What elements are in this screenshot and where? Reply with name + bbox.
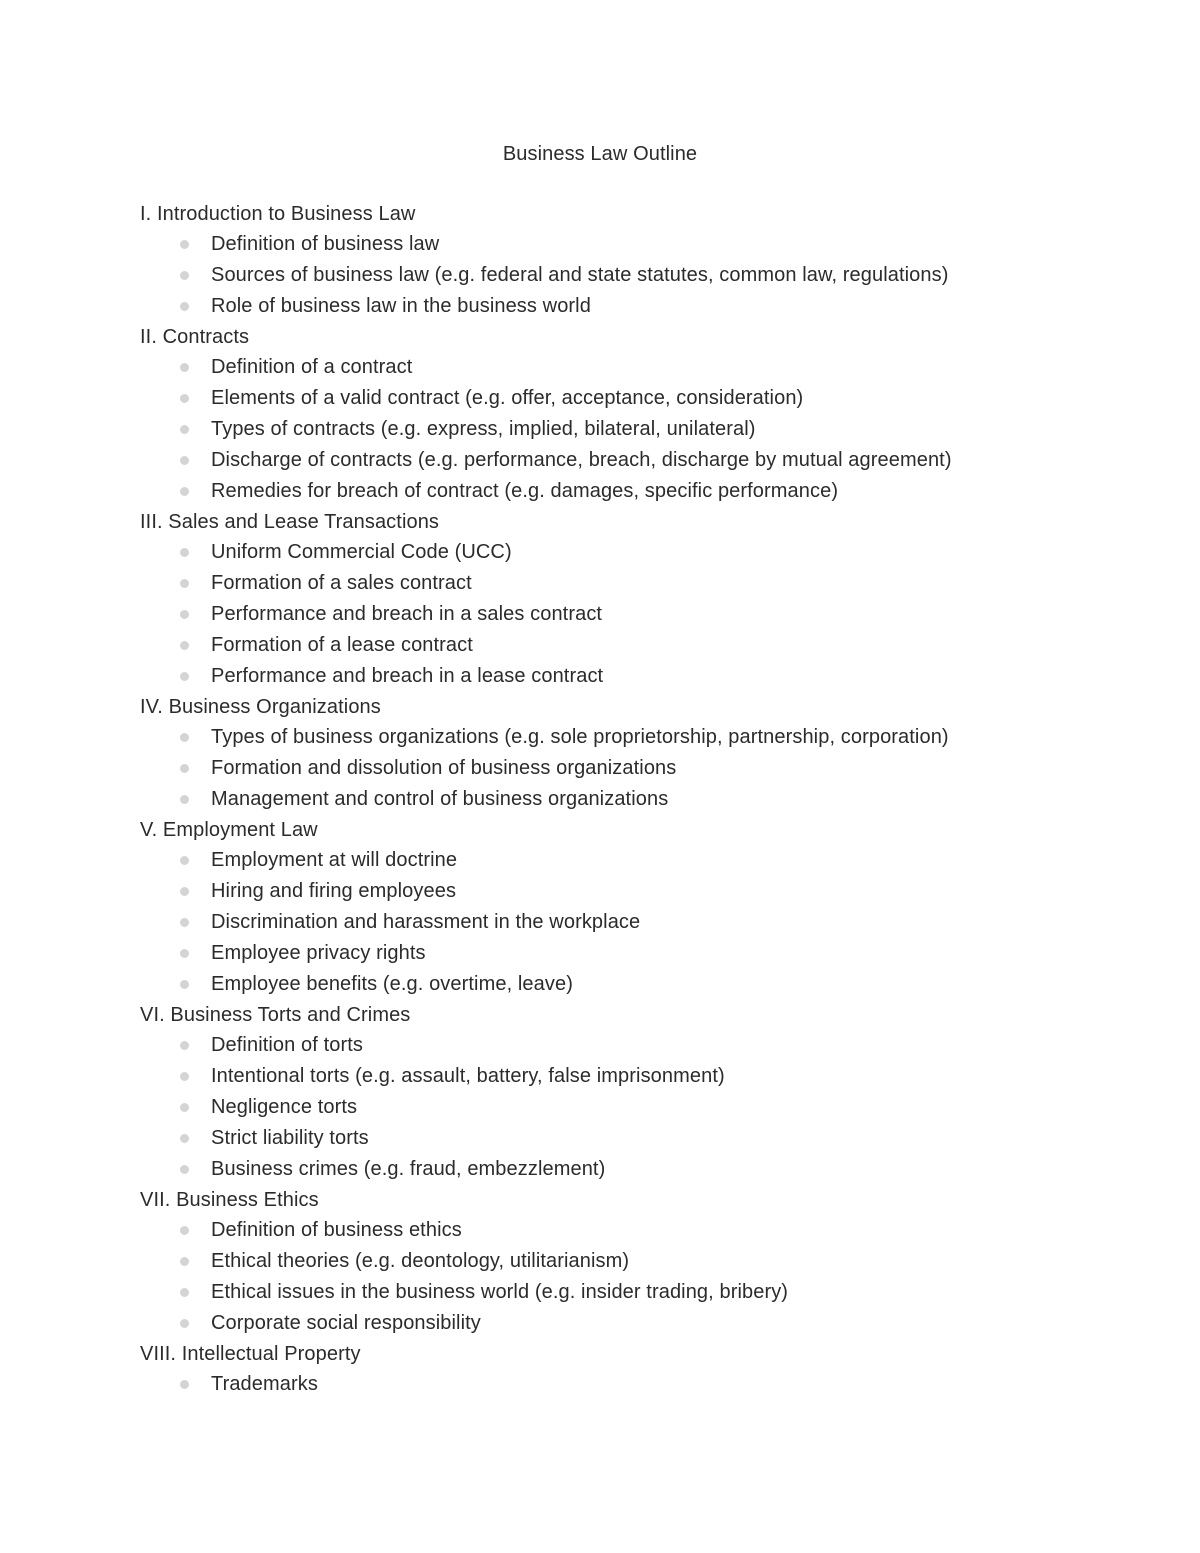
bullet-dot-icon — [180, 1288, 189, 1297]
bullet-dot-icon — [180, 240, 189, 249]
list-item-text: Management and control of business organizations — [211, 788, 669, 810]
outline-section — [140, 199, 1140, 322]
document-title: Business Law Outline — [502, 143, 698, 165]
list-item-text: Intentional torts (e.g. assault, battery, false imprisonment) — [211, 1065, 725, 1087]
list-item — [140, 291, 1140, 322]
list-item-text: Employee benefits (e.g. overtime, leave) — [211, 973, 573, 995]
section-item-list — [140, 537, 1140, 692]
list-item-text: Definition of a contract — [211, 356, 413, 378]
bullet-dot-icon — [180, 579, 189, 588]
list-item — [140, 1154, 1140, 1185]
list-item-text: Uniform Commercial Code (UCC) — [211, 541, 512, 563]
list-item — [140, 1246, 1140, 1277]
list-item-text: Employee privacy rights — [211, 942, 426, 964]
list-item — [140, 476, 1140, 507]
list-item-text: Hiring and firing employees — [211, 880, 457, 902]
bullet-dot-icon — [180, 363, 189, 372]
bullet-dot-icon — [180, 271, 189, 280]
bullet-dot-icon — [180, 425, 189, 434]
list-item — [140, 1061, 1140, 1092]
bullet-dot-icon — [180, 764, 189, 773]
outline-section — [140, 692, 1140, 815]
section-heading: V. Employment Law — [140, 819, 318, 841]
bullet-dot-icon — [180, 1257, 189, 1266]
bullet-dot-icon — [180, 610, 189, 619]
list-item-text: Trademarks — [211, 1373, 318, 1395]
list-item — [140, 383, 1140, 414]
bullet-dot-icon — [180, 641, 189, 650]
list-item — [140, 1123, 1140, 1154]
list-item — [140, 784, 1140, 815]
list-item — [140, 1369, 1140, 1400]
section-item-list — [140, 1369, 1140, 1400]
bullet-dot-icon — [180, 795, 189, 804]
list-item-text: Performance and breach in a lease contract — [211, 665, 604, 687]
list-item-text: Definition of business ethics — [211, 1219, 462, 1241]
list-item — [140, 445, 1140, 476]
section-heading: I. Introduction to Business Law — [140, 203, 416, 225]
section-heading: VII. Business Ethics — [140, 1189, 319, 1211]
list-item-text: Performance and breach in a sales contract — [211, 603, 603, 625]
list-item-text: Negligence torts — [211, 1096, 358, 1118]
outline-section — [140, 1185, 1140, 1339]
list-item — [140, 229, 1140, 260]
outline-section — [140, 1339, 1140, 1400]
outline-section — [140, 1000, 1140, 1185]
list-item — [140, 1030, 1140, 1061]
list-item — [140, 1277, 1140, 1308]
list-item — [140, 845, 1140, 876]
list-item — [140, 630, 1140, 661]
list-item-text: Remedies for breach of contract (e.g. damages, specific performance) — [211, 480, 839, 502]
list-item — [140, 537, 1140, 568]
list-item-text: Sources of business law (e.g. federal and state statutes, common law, regulations) — [211, 264, 949, 286]
list-item-text: Formation of a lease contract — [211, 634, 473, 656]
bullet-dot-icon — [180, 887, 189, 896]
bullet-dot-icon — [180, 302, 189, 311]
list-item — [140, 722, 1140, 753]
bullet-dot-icon — [180, 1072, 189, 1081]
list-item-text: Types of contracts (e.g. express, implied, bilateral, unilateral) — [211, 418, 756, 440]
bullet-dot-icon — [180, 394, 189, 403]
list-item-text: Ethical issues in the business world (e.g. insider trading, bribery) — [211, 1281, 789, 1303]
list-item — [140, 414, 1140, 445]
list-item — [140, 260, 1140, 291]
list-item-text: Ethical theories (e.g. deontology, utilitarianism) — [211, 1250, 630, 1272]
list-item-text: Strict liability torts — [211, 1127, 369, 1149]
section-heading: IV. Business Organizations — [140, 696, 381, 718]
section-heading: II. Contracts — [140, 326, 250, 348]
list-item-text: Definition of business law — [211, 233, 440, 255]
section-heading: VI. Business Torts and Crimes — [140, 1004, 411, 1026]
list-item — [140, 661, 1140, 692]
outline-section — [140, 507, 1140, 692]
bullet-dot-icon — [180, 1319, 189, 1328]
list-item-text: Types of business organizations (e.g. sole proprietorship, partnership, corporation) — [211, 726, 949, 748]
list-item — [140, 969, 1140, 1000]
list-item-text: Role of business law in the business world — [211, 295, 591, 317]
bullet-dot-icon — [180, 856, 189, 865]
list-item — [140, 568, 1140, 599]
list-item-text: Definition of torts — [211, 1034, 363, 1056]
outline — [140, 199, 1140, 1400]
list-item — [140, 938, 1140, 969]
list-item-text: Employment at will doctrine — [211, 849, 458, 871]
outline-section — [140, 815, 1140, 1000]
list-item-text: Formation and dissolution of business organizations — [211, 757, 677, 779]
list-item-text: Elements of a valid contract (e.g. offer, acceptance, consideration) — [211, 387, 804, 409]
section-item-list — [140, 1030, 1140, 1185]
list-item-text: Business crimes (e.g. fraud, embezzlement) — [211, 1158, 606, 1180]
section-item-list — [140, 1215, 1140, 1339]
section-item-list — [140, 229, 1140, 322]
list-item-text: Discharge of contracts (e.g. performance, breach, discharge by mutual agreement) — [211, 449, 952, 471]
outline-section — [140, 322, 1140, 507]
list-item-text: Formation of a sales contract — [211, 572, 472, 594]
section-heading: VIII. Intellectual Property — [140, 1343, 361, 1365]
list-item — [140, 352, 1140, 383]
section-item-list — [140, 352, 1140, 507]
bullet-dot-icon — [180, 733, 189, 742]
bullet-dot-icon — [180, 1134, 189, 1143]
bullet-dot-icon — [180, 1041, 189, 1050]
bullet-dot-icon — [180, 1380, 189, 1389]
bullet-dot-icon — [180, 487, 189, 496]
list-item — [140, 876, 1140, 907]
bullet-dot-icon — [180, 918, 189, 927]
bullet-dot-icon — [180, 548, 189, 557]
section-item-list — [140, 845, 1140, 1000]
list-item — [140, 1215, 1140, 1246]
section-item-list — [140, 722, 1140, 815]
list-item-text: Discrimination and harassment in the workplace — [211, 911, 641, 933]
section-heading: III. Sales and Lease Transactions — [140, 511, 440, 533]
list-item-text: Corporate social responsibility — [211, 1312, 481, 1334]
list-item — [140, 1308, 1140, 1339]
bullet-dot-icon — [180, 1226, 189, 1235]
bullet-dot-icon — [180, 456, 189, 465]
bullet-dot-icon — [180, 949, 189, 958]
list-item — [140, 599, 1140, 630]
bullet-dot-icon — [180, 672, 189, 681]
bullet-dot-icon — [180, 1103, 189, 1112]
list-item — [140, 1092, 1140, 1123]
bullet-dot-icon — [180, 980, 189, 989]
bullet-dot-icon — [180, 1165, 189, 1174]
list-item — [140, 907, 1140, 938]
list-item — [140, 753, 1140, 784]
